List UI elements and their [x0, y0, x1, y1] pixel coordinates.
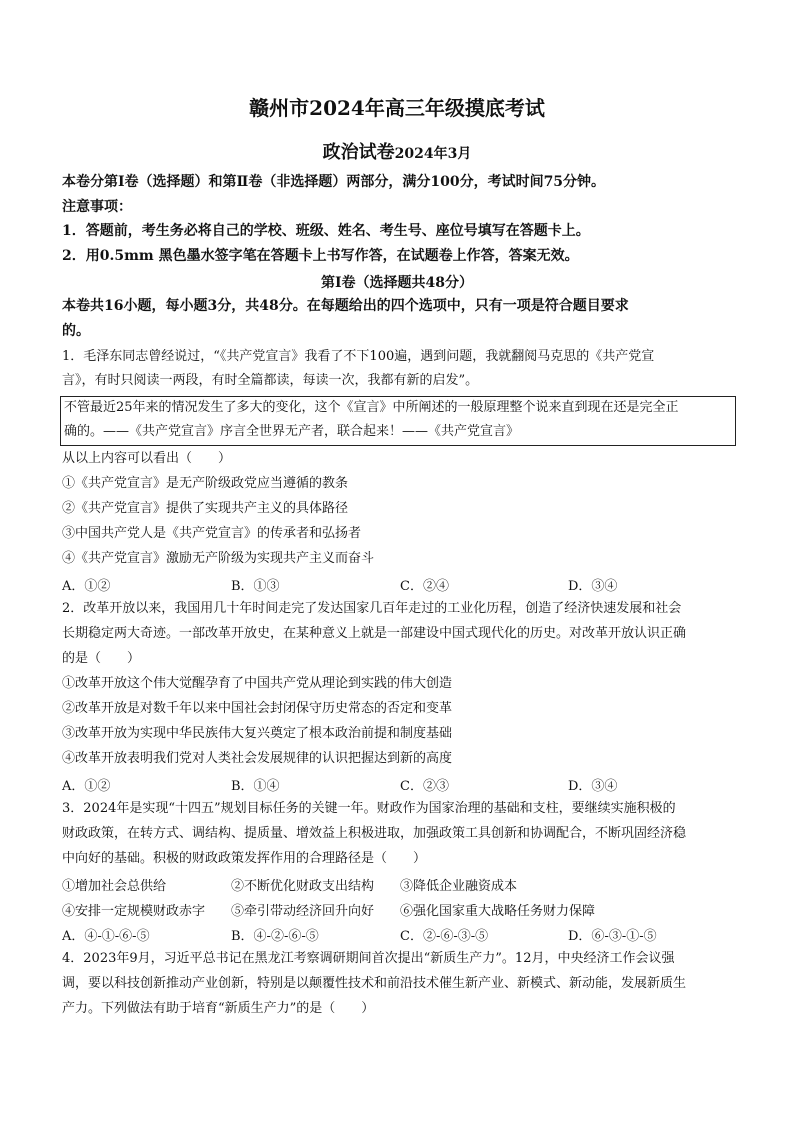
q3-stem-3: 中向好的基础。积极的财政政策发挥作用的合理路径是（ ）	[62, 851, 427, 866]
q1-statement-2: ②《共产党宣言》提供了实现共产主义的具体路径	[62, 501, 349, 516]
q2-statement-2: ②改革开放是对数千年以来中国社会封闭保守历史常态的否定和变革	[62, 701, 453, 716]
q1-option-a: A．①②	[62, 579, 111, 594]
q2-stem-2: 长期稳定两大奇迹。一部改革开放史，在某种意义上就是一部建设中国式现代化的历史。对改革开放认识正确	[62, 626, 687, 641]
section-desc-2: 的。	[62, 323, 90, 339]
q1-statement-4: ④《共产党宣言》激励无产阶级为实现共产主义而奋斗	[62, 551, 375, 566]
notice-item-2: 2．用0.5mm 黑色墨水签字笔在答题卡上书写作答，在试题卷上作答，答案无效。	[62, 248, 579, 264]
q2-statement-4: ④改革开放表明我们党对人类社会发展规律的认识把握达到新的高度	[62, 751, 453, 766]
q1-statement-3: ③中国共产党人是《共产党宣言》的传承者和弘扬者	[62, 526, 362, 541]
q3-option-d: D．⑥-③-①-⑤	[568, 929, 657, 944]
q3-stem-1: 3．2024年是实现“十四五”规划目标任务的关键一年。财政作为国家治理的基础和支柱，要继续实施积极的	[62, 801, 676, 816]
q3-stem-2: 财政政策，在转方式、调结构、提质量、增效益上积极进取，加强政策工具创新和协调配合，不断巩固经济稳	[62, 826, 687, 841]
q4-stem-3: 产力。下列做法有助于培育“新质生产力”的是（ ）	[62, 1001, 375, 1016]
notice-title: 注意事项：	[62, 199, 132, 215]
q1-option-b: B．①③	[231, 579, 280, 594]
q3-statement-6: ⑥强化国家重大战略任务财力保障	[400, 904, 596, 919]
q1-option-d: D．③④	[568, 579, 618, 594]
intro-line: 本卷分第Ⅰ卷（选择题）和第Ⅱ卷（非选择题）两部分，满分100分，考试时间75分钟。	[62, 174, 606, 190]
q3-statement-4: ④安排一定规模财政赤字	[62, 904, 206, 919]
q3-statement-5: ⑤牵引带动经济回升向好	[231, 904, 375, 919]
q2-option-b: B．①④	[231, 779, 280, 794]
q2-option-c: C．②③	[400, 779, 449, 794]
exam-title: 赣州市2024年高三年级摸底考试	[249, 96, 545, 120]
q1-quote-2: 确的。——《共产党宣言》序言全世界无产者，联合起来！——《共产党宣言》	[64, 424, 520, 439]
section-desc-1: 本卷共16小题，每小题3分，共48分。在每题给出的四个选项中，只有一项是符合题目要求	[62, 298, 629, 314]
exam-subtitle	[0, 138, 794, 164]
exam-date: 2024年3月	[394, 146, 472, 162]
q2-stem-3: 的是（ ）	[62, 651, 141, 666]
section-title: 第Ⅰ卷（选择题共48分）	[320, 275, 474, 291]
q2-option-a: A．①②	[62, 779, 111, 794]
q1-statement-1: ①《共产党宣言》是无产阶级政党应当遵循的教条	[62, 476, 349, 491]
q2-option-d: D．③④	[568, 779, 618, 794]
q1-option-c: C．②④	[400, 579, 449, 594]
q3-option-c: C．②-⑥-③-⑤	[400, 929, 489, 944]
q1-quote-1: 不管最近25年来的情况发生了多大的变化，这个《宣言》中所阐述的一般原理整个说来直到现在还是完全正	[64, 400, 679, 415]
q1-stem-2: 言》，有时只阅读一两段，有时全篇都读，每读一次，我都有新的启发”。	[62, 373, 479, 388]
q3-option-b: B．④-②-⑥-⑤	[231, 929, 319, 944]
q2-stem-1: 2．改革开放以来，我国用几十年时间走完了发达国家几百年走过的工业化历程，创造了经济快速发展和社会	[62, 601, 682, 616]
q2-statement-1: ①改革开放这个伟大觉醒孕育了中国共产党从理论到实践的伟大创造	[62, 676, 453, 691]
q4-stem-1: 4．2023年9月，习近平总书记在黑龙江考察调研期间首次提出“新质生产力”。12月，中央经济工作会议强	[62, 951, 675, 966]
q1-ask: 从以上内容可以看出（ ）	[62, 451, 232, 466]
q4-stem-2: 调，要以科技创新推动产业创新，特别是以颠覆性技术和前沿技术催生新产业、新模式、新动能，发展新质生	[62, 976, 687, 991]
subject-name: 政治试卷	[322, 142, 395, 163]
q3-option-a: A．④-①-⑥-⑤	[62, 929, 150, 944]
q3-statement-3: ③降低企业融资成本	[400, 879, 518, 894]
notice-item-1: 1．答题前，考生务必将自己的学校、班级、姓名、考生号、座位号填写在答题卡上。	[62, 223, 590, 239]
q1-stem-1: 1．毛泽东同志曾经说过，“《共产党宣言》我看了不下100遍，遇到问题，我就翻阅马克思的《共产党宣	[62, 349, 655, 364]
q2-statement-3: ③改革开放为实现中华民族伟大复兴奠定了根本政治前提和制度基础	[62, 726, 453, 741]
q3-statement-1: ①增加社会总供给	[62, 879, 167, 894]
q3-statement-2: ②不断优化财政支出结构	[231, 879, 375, 894]
